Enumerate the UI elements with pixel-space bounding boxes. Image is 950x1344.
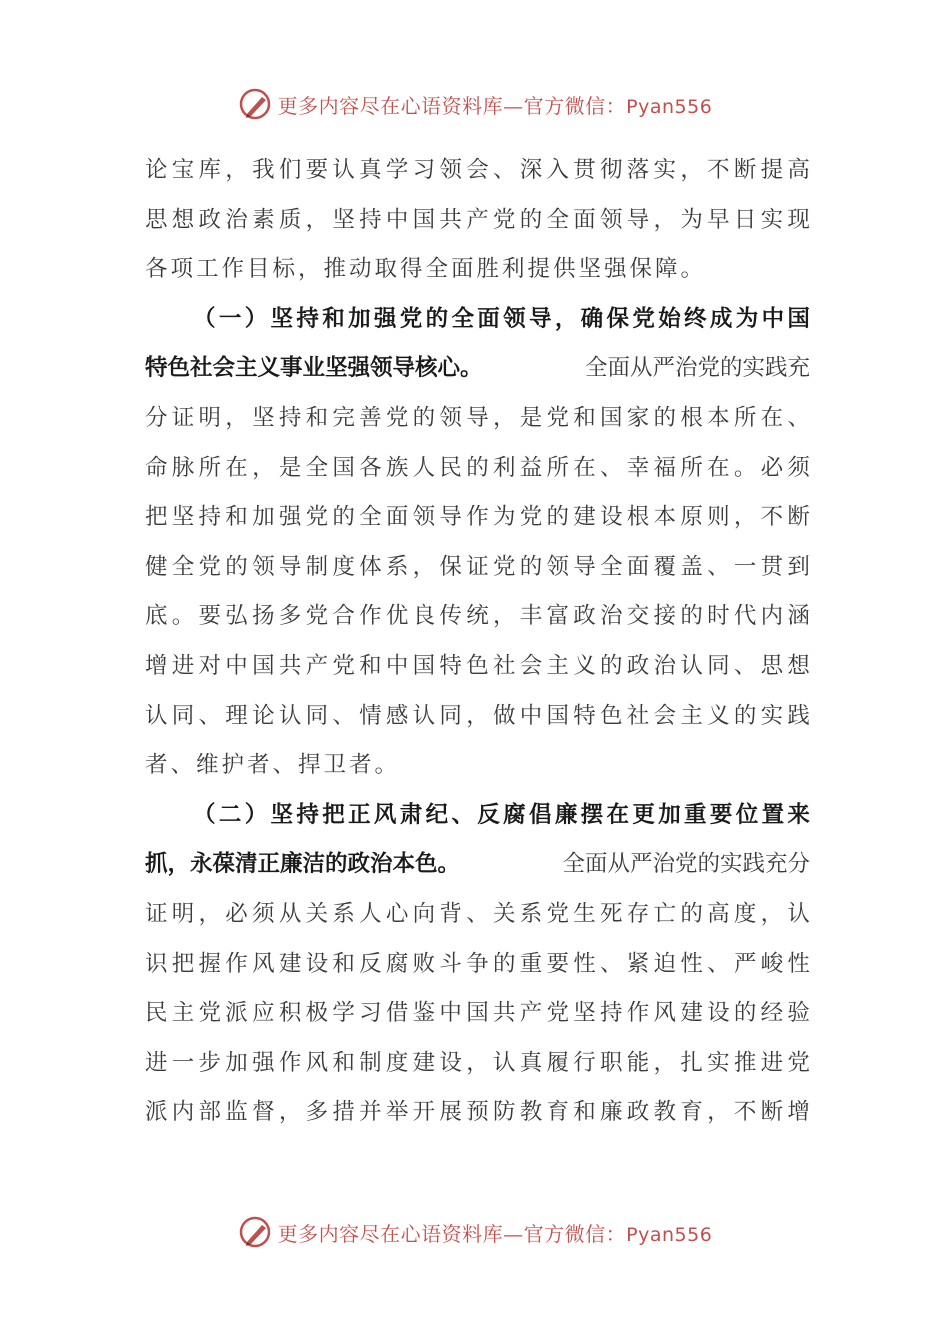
heading-rest-text: 全面从严治党的实践充分 (562, 851, 810, 878)
heading-bold-text: 抓，永葆清正廉洁的政治本色。 (145, 851, 461, 878)
text-line: 各项工作目标，推动取得全面胜利提供坚强保障。 (145, 256, 707, 283)
section-heading-1-cont (145, 344, 810, 394)
text-line: 认 同 、 理 论 认 同 、 情 感 认 同 ， 做 中 国 特 色 社 会 主 义 的 实 践 (145, 702, 810, 729)
text-line: 民 主 党 派 应 积 极 学 习 借 鉴 中 国 共 产 党 坚 持 作 风 建 设 的 经 验 (145, 1000, 810, 1027)
text-line: 论 宝 库 ， 我 们 要 认 真 学 习 领 会 、 深 入 贯 彻 落 实 ， 不 断 提 高 (145, 157, 810, 183)
text-line: 健 全 党 的 领 导 制 度 体 系 ， 保 证 党 的 领 导 全 面 覆 盖 、 一 贯 到 (145, 553, 810, 580)
text-line: 底 。 要 弘 扬 多 党 合 作 优 良 传 统 ， 丰 富 政 治 交 接 的 时 代 内 涵 (145, 603, 810, 630)
section-heading-2-cont (145, 840, 810, 890)
text-line: 思 想 政 治 素 质 ， 坚 持 中 国 共 产 党 的 全 面 领 导 ， 为 早 日 实 现 (145, 206, 810, 233)
pen-nib-logo-icon (238, 87, 272, 121)
banner-text: 更多内容尽在心语资料库—官方微信：Pyan556 (277, 93, 713, 118)
pen-nib-logo-icon (238, 1215, 272, 1249)
text-line: 识 把 握 作 风 建 设 和 反 腐 败 斗 争 的 重 要 性 、 紧 迫 性 、 严 峻 性 (145, 950, 810, 977)
section-heading-2: （ 二 ） 坚 持 把 正 风 肃 纪 、 反 腐 倡 廉 摆 在 更 加 重 要 位 置 来 (193, 801, 810, 828)
heading-bold-text: 特色社会主义事业坚强领导核心。 (145, 355, 483, 382)
text-line: 命 脉 所 在 ， 是 全 国 各 族 人 民 的 利 益 所 在 、 幸 福 所 在 。 必 须 (145, 454, 810, 481)
header-banner (0, 84, 950, 124)
text-line: 证 明 ， 必 须 从 关 系 人 心 向 背 、 关 系 党 生 死 存 亡 的 高 度 ， 认 (145, 900, 810, 927)
text-line: 进 一 步 加 强 作 风 和 制 度 建 设 ， 认 真 履 行 职 能 ， 扎 实 推 进 党 (145, 1049, 810, 1076)
text-line: 分 证 明 ， 坚 持 和 完 善 党 的 领 导 ， 是 党 和 国 家 的 根 本 所 在 、 (145, 404, 810, 431)
footer-banner (0, 1212, 950, 1252)
text-line: 增 进 对 中 国 共 产 党 和 中 国 特 色 社 会 主 义 的 政 治 认 同 、 思 想 (145, 652, 810, 679)
document-body (145, 146, 810, 1138)
banner-text: 更多内容尽在心语资料库—官方微信：Pyan556 (277, 1221, 713, 1246)
heading-rest-text: 全面从严治党的实践充 (584, 355, 810, 382)
text-line: 派 内 部 监 督 ， 多 措 并 举 开 展 预 防 教 育 和 廉 政 教 育 ， 不 断 增 (145, 1099, 810, 1126)
text-line: 者、维护者、捍卫者。 (145, 752, 401, 779)
text-line: 把 坚 持 和 加 强 党 的 全 面 领 导 作 为 党 的 建 设 根 本 原 则 ， 不 断 (145, 504, 810, 531)
section-heading-1: （ 一 ） 坚 持 和 加 强 党 的 全 面 领 导 ， 确 保 党 始 终 成 为 中 国 (193, 305, 810, 332)
